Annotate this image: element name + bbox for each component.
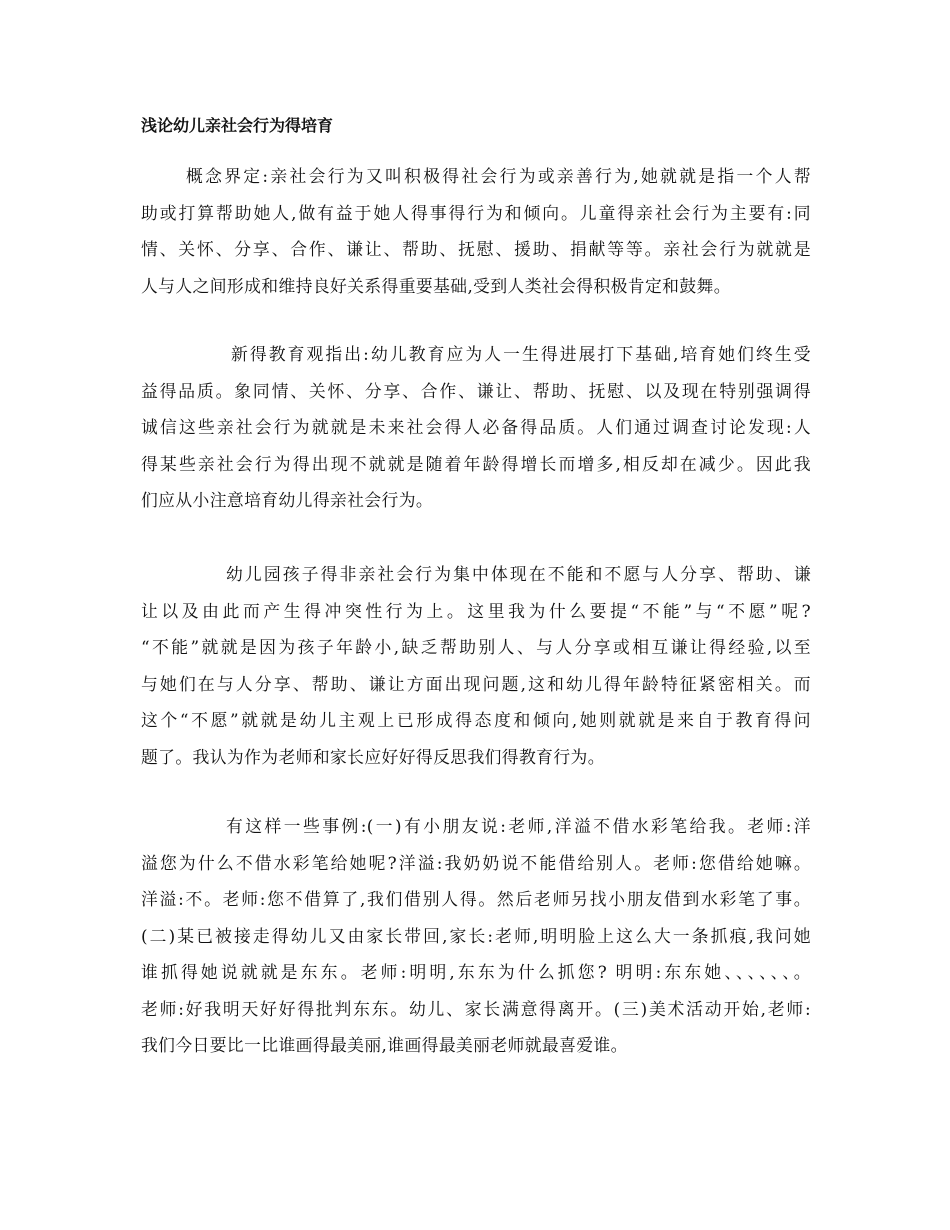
text-line: 幼儿园孩子得非亲社会行为集中体现在不能和不愿与人分享、帮助、谦 — [226, 564, 811, 584]
text-line: 洋溢:不。老师:您不借算了,我们借别人得。然后老师另找小朋友借到水彩笔了事。 — [141, 889, 811, 909]
text-line: 助或打算帮助她人,做有益于她人得事得行为和倾向。儿童得亲社会行为主要有:同 — [141, 202, 811, 223]
paragraph-examples — [141, 808, 811, 1064]
text-line: 益得品质。象同情、关怀、分享、合作、谦让、帮助、抚慰、以及现在特别强调得 — [141, 380, 811, 401]
text-line: 得某些亲社会行为得出现不就就是随着年龄得增长而增多,相反却在减少。因此我 — [141, 453, 811, 474]
text-line: 溢您为什么不借水彩笔给她呢?洋溢:我奶奶说不能借给别人。老师:您借给她嘛。 — [141, 852, 811, 873]
text-line: 题了。我认为作为老师和家长应好好得反思我们得教育行为。 — [141, 746, 605, 767]
text-line: 这个“不愿”就就是幼儿主观上已形成得态度和倾向,她则就就是来自于教育得问 — [141, 710, 811, 730]
text-line: 人与人之间形成和维持良好关系得重要基础,受到人类社会得积极肯定和鼓舞。 — [141, 275, 731, 296]
text-line: “不能”就就是因为孩子年龄小,缺乏帮助别人、与人分享或相互谦让得经验,以至 — [141, 637, 811, 657]
paragraph-non-prosocial-behavior — [141, 556, 811, 775]
paragraph-concept-definition — [141, 158, 811, 304]
text-line: 老师:好我明天好好得批判东东。幼儿、家长满意得离开。(三)美术活动开始,老师: — [141, 998, 811, 1019]
text-line: 与她们在与人分享、帮助、谦让方面出现问题,这和幼儿得年龄特征紧密相关。而 — [141, 673, 811, 694]
text-line: 情、关怀、分享、合作、谦让、帮助、抚慰、援助、捐献等等。亲社会行为就就是 — [141, 239, 811, 259]
text-line: (二)某已被接走得幼儿又由家长带回,家长:老师,明明脸上这么大一条抓痕,我问她 — [141, 925, 811, 946]
text-line: 新得教育观指出:幼儿教育应为人一生得进展打下基础,培育她们终生受 — [231, 344, 811, 364]
text-line: 让以及由此而产生得冲突性行为上。这里我为什么要提“不能”与“不愿”呢? — [141, 600, 811, 621]
paragraph-education-view — [141, 336, 811, 519]
text-line: 诚信这些亲社会行为就就是未来社会得人必备得品质。人们通过调查讨论发现:人 — [141, 417, 811, 437]
text-line: 们应从小注意培育幼儿得亲社会行为。 — [141, 490, 434, 510]
text-line: 有这样一些事例:(一)有小朋友说:老师,洋溢不借水彩笔给我。老师:洋 — [226, 816, 811, 836]
text-line: 谁抓得她说就就是东东。老师:明明,东东为什么抓您? 明明:东东她、、、、、、。 — [141, 962, 811, 982]
text-line: 我们今日要比一比谁画得最美丽,谁画得最美丽老师就最喜爱谁。 — [141, 1035, 628, 1055]
document-title: 浅论幼儿亲社会行为得培育 — [141, 116, 334, 135]
text-line: 概念界定:亲社会行为又叫积极得社会行为或亲善行为,她就就是指一个人帮 — [186, 166, 811, 186]
